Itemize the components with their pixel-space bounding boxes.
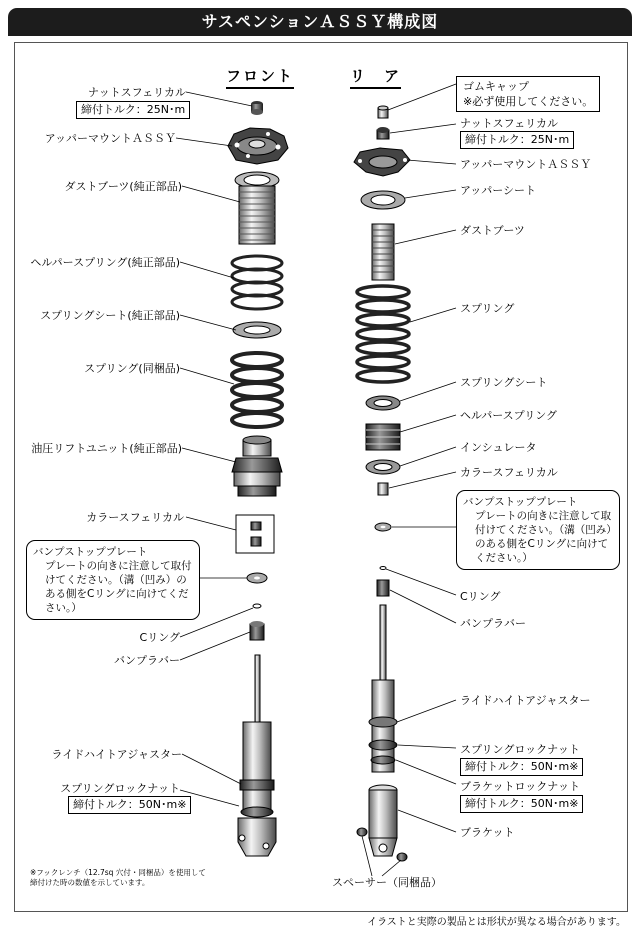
front-spring-seat-label: スプリングシート(純正部品) (40, 309, 180, 322)
rear-collar-spherical-label: カラースフェリカル (460, 466, 558, 479)
rear-bump-plate (375, 523, 391, 531)
rear-rubber-cap-box (456, 76, 600, 112)
rear-nut-spherical-label: ナットスフェリカル (460, 117, 559, 130)
rear-heading: リ ア (350, 65, 401, 89)
diagram-title: サスペンションＡＳＳＹ構成図 (8, 8, 632, 36)
rear-spacer-label: スペーサー（同梱品） (332, 876, 442, 889)
rear-spring-seat-label: スプリングシート (460, 376, 548, 389)
rear-spring-lock-nut-label: スプリングロックナット (460, 743, 580, 756)
rear-c-ring (380, 567, 386, 570)
front-dust-boots-label: ダストブーツ(純正部品) (64, 180, 182, 193)
rear-upper-mount-label: アッパーマウントＡＳＳＹ (460, 158, 592, 171)
rear-bump-plate-title: バンプストッププレート (463, 496, 578, 508)
rear-lock-torque-box: 締付トルク：50N･m※ (460, 758, 583, 776)
front-damper (238, 655, 276, 856)
rear-bracket-torque-box: 締付トルク：50N･m※ (460, 795, 583, 813)
front-bump-rubber (250, 621, 264, 640)
rear-spring-label: スプリング (460, 302, 515, 315)
rear-bump-rubber-label: バンプラバー (460, 617, 526, 630)
front-bump-plate (247, 573, 267, 583)
front-collar-spherical (236, 515, 274, 553)
front-upper-mount-label: アッパーマウントＡＳＳＹ (44, 132, 176, 145)
rear-bracket (369, 785, 397, 856)
rear-collar-spherical (378, 483, 388, 495)
front-lift-unit (232, 436, 282, 496)
front-bump-plate-body: プレートの向きに注意して取付けてください。（溝（凹み）のある側をCリングに向けてください。） (45, 560, 192, 614)
rear-bracket-label: ブラケット (460, 826, 515, 839)
front-bump-plate-title: バンプストッププレート (33, 546, 148, 558)
rear-bump-rubber (377, 580, 389, 596)
rear-dust-boots (372, 224, 394, 280)
front-heading: フロント (226, 65, 294, 89)
front-nut (251, 101, 263, 115)
front-spring-label: スプリング(同梱品) (84, 362, 180, 375)
front-spring-lock-nut-label: スプリングロックナット (60, 782, 180, 795)
front-bump-plate-note (26, 540, 200, 620)
rear-spring (357, 286, 409, 382)
rear-nut-torque-box: 締付トルク：25N･m (460, 131, 574, 149)
front-spring (232, 353, 282, 427)
rear-helper-spring-label: ヘルパースプリング (460, 409, 558, 422)
front-upper-mount (228, 128, 288, 164)
rear-bracket-lock-nut-label: ブラケットロックナット (460, 780, 581, 793)
front-collar-spherical-label: カラースフェリカル (86, 511, 184, 524)
leader-lines (176, 84, 456, 876)
rear-spring-seat (366, 396, 400, 410)
front-dust-boots (235, 172, 279, 244)
rear-upper-seat (361, 191, 405, 209)
rear-dust-boots-label: ダストブーツ (460, 224, 525, 237)
footnote: ※フックレンチ（12.7sq 穴付・同梱品）を使用して締付けた時の数値を示しています。 (30, 868, 206, 887)
front-nut-torque-box: 締付トルク：25N･m (76, 101, 190, 119)
front-lock-torque-box: 締付トルク：50N･m※ (68, 796, 191, 814)
rear-insulator-label: インシュレータ (460, 441, 537, 454)
rear-rubber-cap (378, 106, 388, 118)
front-lift-unit-label: 油圧リフトユニット(純正部品) (31, 442, 182, 455)
rear-ride-height-label: ライドハイトアジャスター (460, 694, 591, 707)
front-c-ring (253, 604, 261, 608)
rear-rubber-cap-label: ゴムキャップ (463, 80, 529, 93)
rear-c-ring-label: Cリング (460, 590, 501, 603)
disclaimer: イラストと実際の製品とは形状が異なる場合があります。 (367, 917, 626, 928)
front-helper-spring (232, 256, 282, 309)
rear-nut (377, 127, 389, 139)
front-nut-spherical-label: ナットスフェリカル (87, 86, 186, 99)
front-bump-rubber-label: バンプラバー (114, 654, 180, 667)
front-helper-spring-label: ヘルパースプリング(純正部品) (30, 256, 180, 269)
rear-insulator (366, 460, 400, 474)
rear-upper-mount (354, 148, 410, 176)
front-spring-seat (233, 322, 281, 338)
rear-bump-plate-note (456, 490, 620, 570)
rear-helper-spring (366, 424, 400, 450)
front-c-ring-label: Cリング (139, 631, 180, 644)
rear-bump-plate-body: プレートの向きに注意して取付けてください。（溝（凹み）のある側をCリングに向けてください。） (475, 510, 612, 564)
front-ride-height-label: ライドハイトアジャスター (51, 748, 182, 761)
rear-damper (369, 605, 397, 772)
rear-rubber-cap-note: ※必ず使用してください。 (463, 95, 594, 108)
rear-upper-seat-label: アッパーシート (460, 184, 537, 197)
